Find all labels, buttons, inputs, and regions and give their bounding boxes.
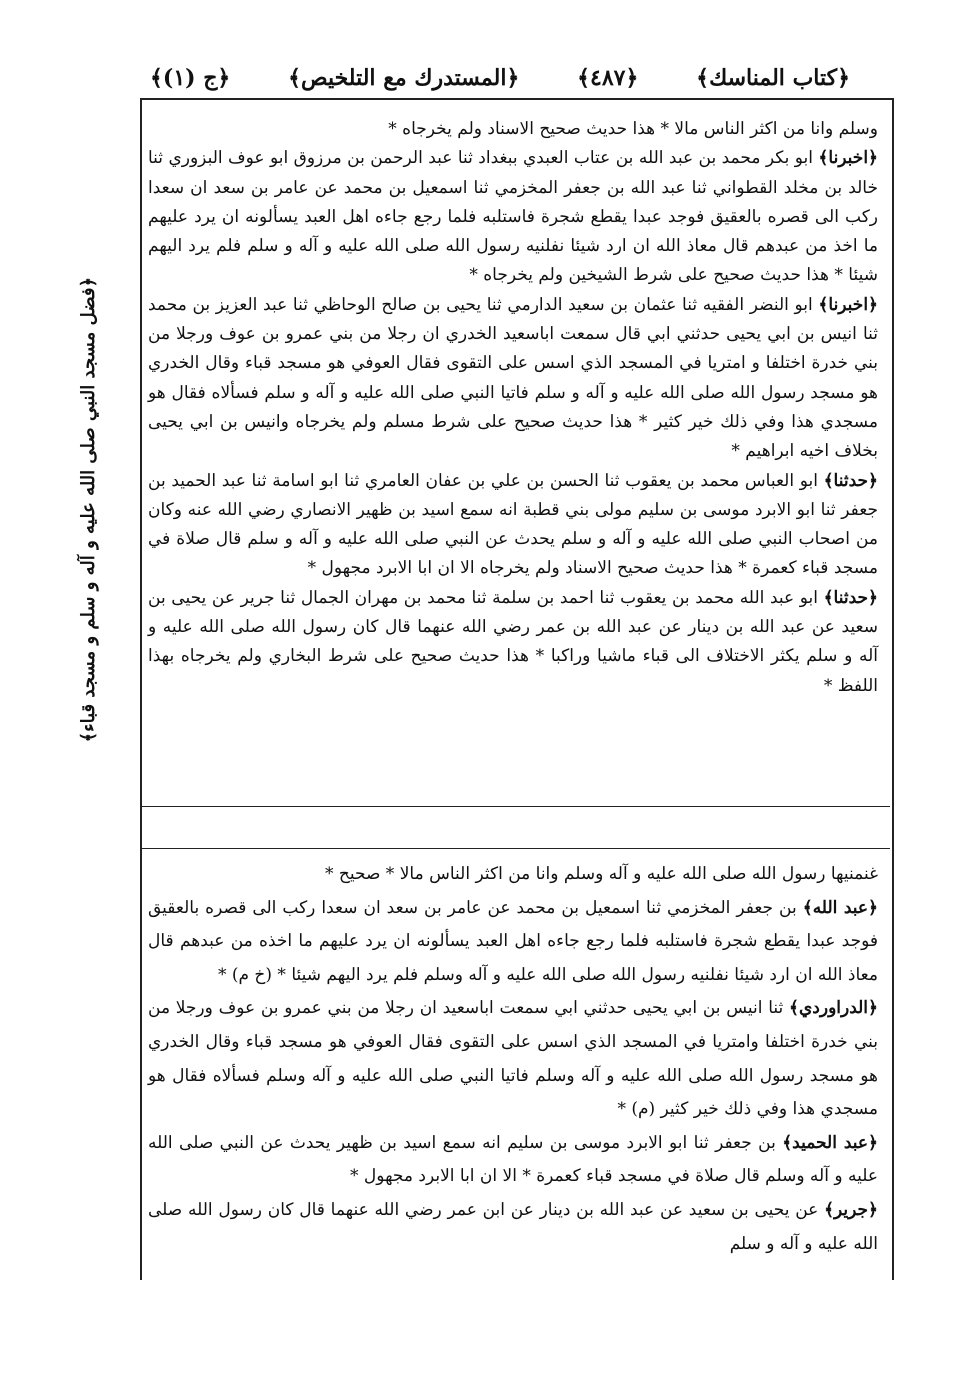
summary-text	[148, 858, 878, 1261]
paragraph-label: ﴿جرير﴾	[824, 1199, 878, 1220]
paragraph-text: ابو بكر محمد بن عبد الله بن عتاب العبدي ببغداد ثنا عبد الرحمن بن مرزوق ابو عوف البزوري ثنا خالد بن مخلد القطواني ثنا عبد الله بن جعفر المخزمي ثنا اسمعيل بن محمد عن عامر بن سعد ان سعدا ركب الى قصره بالعقيق فوجد عبدا يقطع شجرة فاستلبه فلما رجع جاءه اهل العبد يسألونه ان يرد عليهم ما اخذ من عبدهم قال معاذ الله ان ارد شيئا نفلنيه رسول الله صلى الله عليه و آله و سلم فلم يرد اليهم شيئا * هذا حديث صحيح على شرط الشيخين ولم يخرجاه *	[148, 148, 878, 286]
margin-note-text: ﴿فضل مسجد النبي صلى الله عليه و آله و سلم و مسجد قباء﴾	[77, 277, 99, 743]
paragraph-label: ﴿اخبرنا﴾	[818, 294, 878, 315]
summary-paragraph-3	[148, 1127, 878, 1194]
summary-paragraph-4	[148, 1194, 878, 1261]
margin-note	[58, 277, 118, 743]
paragraph-label: ﴿حدثنا﴾	[823, 470, 878, 491]
summary-paragraph-2	[148, 992, 878, 1126]
paragraph-label: ﴿اخبرنا﴾	[818, 148, 878, 169]
paragraph-text: ابو عبد الله محمد بن يعقوب ثنا احمد بن سلمة ثنا محمد بن مهران الجمال ثنا جرير عن يحيى بن سعيد عن عبد الله بن دينار عن عبد الله بن عمر رضي الله عنهما قال كان رسول الله صلى الله عليه و آله و سلم يكثر الاختلاف الى قباء ماشيا وراكبا * هذا حديث صحيح على شرط البخاري ولم يخرجاه بهذا اللفظ *	[148, 587, 878, 696]
summary-paragraph-0	[148, 858, 878, 892]
main-paragraph-1	[148, 144, 878, 290]
paragraph-text: ثنا انيس بن ابي يحيى حدثني ابي سمعت اباسعيد ان رجلا من بني عمرو بن عوف ورجلا من بني خدرة اختلفا وامتريا في المسجد الذي اسس على التقوى فقال العوفي هو مسجد قباء وقال الخدري هو مسجد رسول الله صلى الله عليه و آله وسلم فاتيا النبي صلى الله عليه و آله وسلم فسألاه فقال هو مسجدي هذا وفي ذلك خير كثير (م) *	[148, 998, 878, 1120]
header-chapter: ﴿كتاب المناسك﴾	[696, 65, 850, 91]
divider-bottom	[140, 848, 890, 849]
main-paragraph-3	[148, 467, 878, 584]
divider-top	[140, 806, 890, 807]
paragraph-label: ﴿عبد الله﴾	[802, 897, 879, 918]
paragraph-text: غنمنيها رسول الله صلى الله عليه و آله وسلم وانا من اكثر الناس مالا * صحيح *	[324, 864, 878, 884]
paragraph-label: ﴿الدراوردي﴾	[789, 998, 878, 1019]
paragraph-text: ابو العباس محمد بن يعقوب ثنا الحسن بن علي بن عفان العامري ثنا ابو اسامة ثنا عبد الحميد بن جعفر ثنا ابو الابرد موسى بن سليم مولى بني قطبة انه سمع اسيد بن ظهير الانصاري رضي الله عنه وكان من اصحاب النبي صلى الله عليه و آله و سلم يحدث عن النبي صلى الله عليه و آله و سلم قال صلاة في مسجد قباء كعمرة * هذا حديث صحيح الاسناد ولم يخرجاه الا ان ابا الابرد مجهول *	[148, 470, 878, 579]
main-paragraph-4	[148, 584, 878, 701]
header-page-number: ﴿٤٨٧﴾	[577, 65, 639, 91]
running-header	[150, 58, 850, 98]
paragraph-text: عن يحيى بن سعيد عن عبد الله بن دينار عن ابن عمر رضي الله عنهما قال كان رسول الله صلى الله عليه و آله و سلم	[148, 1199, 878, 1254]
header-book-title: ﴿المستدرك مع التلخيص﴾	[288, 65, 520, 91]
paragraph-text: بن جعفر ثنا ابو الابرد موسى بن سليم انه سمع اسيد بن ظهير يحدث عن النبي صلى الله عليه و آله وسلم قال صلاة في مسجد قباء كعمرة * الا ان ابا الابرد مجهول *	[148, 1132, 878, 1187]
summary-paragraph-1	[148, 892, 878, 993]
paragraph-text: بن جعفر المخزمي ثنا اسمعيل بن محمد عن عامر بن سعد ان سعدا ركب الى قصره بالعقيق فوجد عبدا يقطع شجرة فاستلبه فلما رجع جاءه اهل العبد يسألونه ان يرد عليهم ما اخذه من عبدهم قال معاذ الله ان ارد شيئا نفلنيه رسول الله صلى الله عليه و آله وسلم فلم يرد اليهم شيئا * (خ م) *	[148, 897, 878, 985]
paragraph-label: ﴿عبد الحميد﴾	[782, 1132, 878, 1153]
paragraph-label: ﴿حدثنا﴾	[823, 587, 878, 608]
paragraph-text: وسلم وانا من اكثر الناس مالا * هذا حديث صحيح الاسناد ولم يخرجاه *	[388, 119, 878, 139]
header-volume: ﴿ج (١)﴾	[150, 65, 231, 91]
main-paragraph-0	[148, 115, 878, 144]
main-text	[148, 115, 878, 701]
paragraph-text: ابو النضر الفقيه ثنا عثمان بن سعيد الدارمي ثنا يحيى بن صالح الوحاظي ثنا عبد العزيز بن محمد ثنا انيس بن ابي يحيى حدثني ابي قال سمعت اباسعيد الخدري ان رجلا من بني عمرو بن عوف ورجلا من بني خدرة اختلفا و امتريا في المسجد الذي اسس على التقوى فقال العوفي هو مسجد قباء وقال الخدري هو مسجد رسول الله صلى الله عليه و آله و سلم فاتيا النبي صلى الله عليه و آله و سلم فسألاه فقال هو مسجدي هذا وفي ذلك خير كثير * هذا حديث صحيح على شرط مسلم ولم يخرجاه وانيس بن ابي يحيى بخلاف اخيه ابراهيم *	[148, 294, 878, 462]
main-paragraph-2	[148, 291, 878, 467]
